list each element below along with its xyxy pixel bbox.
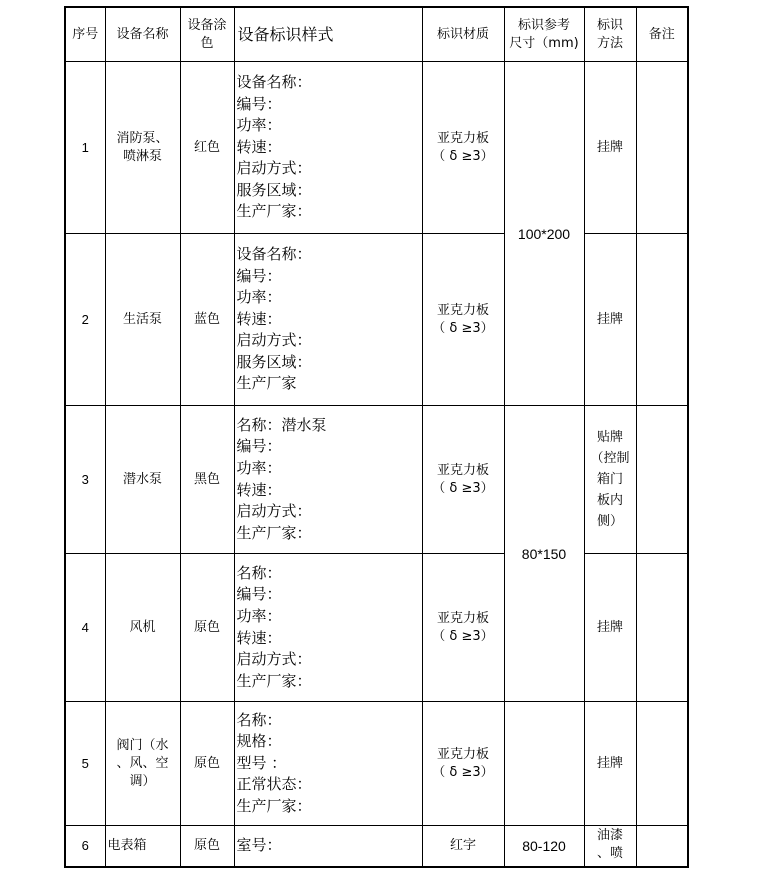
header-method-line: 方法 — [596, 35, 623, 51]
material-line: （ δ ≥3） — [432, 148, 494, 164]
method-clip — [585, 827, 636, 865]
method-line: 贴牌 — [596, 430, 623, 445]
pattern-line: 启动方式： — [236, 650, 312, 669]
pattern-line: 启动方式： — [236, 159, 312, 178]
material-line: 亚克力板 — [436, 746, 489, 762]
header-method-line: 标识 — [596, 17, 623, 33]
name-line: 、风、空 — [116, 755, 169, 771]
pattern-line: 规格： — [236, 732, 282, 751]
name-line: 喷淋泵 — [122, 148, 162, 164]
row-no: 3 — [65, 406, 105, 554]
pattern-line: 转速： — [236, 309, 282, 328]
table-row — [65, 234, 688, 406]
method-line: 板内 — [596, 493, 623, 508]
pattern-line: 转速： — [236, 628, 282, 647]
name-line: 阀门（水 — [116, 737, 169, 753]
material-line: （ δ ≥3） — [432, 764, 494, 780]
equipment-label-table — [64, 6, 687, 866]
method-line: 侧） — [596, 514, 623, 529]
row-method: 挂牌 — [584, 62, 636, 234]
row-remark — [636, 406, 688, 554]
row-size — [504, 702, 584, 826]
pattern-line: 功率： — [236, 458, 282, 477]
pattern-line: 功率： — [236, 606, 282, 625]
row-material — [422, 234, 504, 406]
row-device-name — [105, 62, 180, 234]
row-pattern: 室号： — [234, 826, 422, 868]
pattern-line: 启动方式： — [236, 502, 312, 521]
table-row — [65, 406, 688, 554]
table-row — [65, 702, 688, 826]
pattern-line: 名称：潜水泵 — [236, 415, 327, 434]
pattern-line: 名称： — [236, 563, 282, 582]
pattern-line: 服务区域： — [236, 352, 312, 371]
header-material: 标识材质 — [422, 7, 504, 62]
row-device-name: 电表箱 — [105, 826, 180, 868]
pattern-line: 编号： — [236, 437, 282, 456]
row-device-name — [105, 702, 180, 826]
row-material: 红字 — [422, 826, 504, 868]
row-color: 原色 — [180, 826, 234, 868]
pattern-line: 生产厂家： — [236, 523, 312, 542]
row-remark — [636, 234, 688, 406]
row-pattern — [234, 702, 422, 826]
row-remark — [636, 826, 688, 868]
pattern-line: 正常状态： — [236, 775, 312, 794]
header-no: 序号 — [65, 7, 105, 62]
row-no: 5 — [65, 702, 105, 826]
row-method: 挂牌 — [584, 234, 636, 406]
row-color: 原色 — [180, 702, 234, 826]
pattern-line: 转速： — [236, 137, 282, 156]
pattern-line: 编号： — [236, 585, 282, 604]
row-device-name: 生活泵 — [105, 234, 180, 406]
pattern-line: 启动方式： — [236, 331, 312, 350]
header-paint-color — [180, 7, 234, 62]
header-remark: 备注 — [636, 7, 688, 62]
table-row — [65, 554, 688, 702]
row-material — [422, 554, 504, 702]
material-line: 亚克力板 — [436, 130, 489, 146]
row-method — [584, 406, 636, 554]
row-remark — [636, 62, 688, 234]
row-pattern — [234, 406, 422, 554]
row-remark — [636, 702, 688, 826]
row-color: 红色 — [180, 62, 234, 234]
pattern-line: 生产厂家： — [236, 202, 312, 221]
row-no: 1 — [65, 62, 105, 234]
pattern-line: 转速： — [236, 480, 282, 499]
row-material — [422, 62, 504, 234]
pattern-line: 编号： — [236, 94, 282, 113]
header-size-line: 尺寸（mm) — [509, 35, 579, 51]
pattern-line: 编号： — [236, 266, 282, 285]
row-no: 2 — [65, 234, 105, 406]
row-device-name: 潜水泵 — [105, 406, 180, 554]
row-size: 80-120 — [504, 826, 584, 868]
row-color: 黑色 — [180, 406, 234, 554]
row-pattern — [234, 62, 422, 234]
material-line: （ δ ≥3） — [432, 480, 494, 496]
method-line: （控制 — [590, 451, 630, 466]
material-line: 亚克力板 — [436, 462, 489, 478]
header-paint-color-line: 色 — [200, 35, 214, 51]
pattern-line: 生产厂家： — [236, 671, 312, 690]
row-remark — [636, 554, 688, 702]
row-method: 挂牌 — [584, 554, 636, 702]
pattern-line: 生产厂家： — [236, 796, 312, 815]
row-pattern — [234, 234, 422, 406]
pattern-line: 名称： — [236, 710, 282, 729]
table-row — [65, 62, 688, 234]
pattern-line: 功率： — [236, 288, 282, 307]
header-paint-color-line: 设备涂 — [187, 17, 227, 33]
pattern-line: 功率： — [236, 116, 282, 135]
header-label-pattern: 设备标识样式 — [234, 7, 422, 62]
spec-table — [64, 6, 689, 868]
pattern-line: 生产厂家 — [236, 374, 297, 393]
name-line: 消防泵、 — [116, 130, 169, 146]
row-method — [584, 826, 636, 868]
row-material — [422, 406, 504, 554]
header-size — [504, 7, 584, 62]
row-device-name: 风机 — [105, 554, 180, 702]
name-line: 调） — [129, 773, 156, 789]
method-line: 箱门 — [596, 472, 623, 487]
pattern-line: 型号 ： — [236, 753, 287, 772]
table-row — [65, 826, 688, 868]
size-cell-group2: 80*150 — [504, 406, 584, 702]
material-line: （ δ ≥3） — [432, 628, 494, 644]
row-no: 4 — [65, 554, 105, 702]
pattern-line: 设备名称： — [236, 244, 312, 263]
row-material — [422, 702, 504, 826]
row-no: 6 — [65, 826, 105, 868]
row-color: 原色 — [180, 554, 234, 702]
row-method: 挂牌 — [584, 702, 636, 826]
method-line: 、喷 — [596, 846, 623, 861]
size-cell-group1: 100*200 — [504, 62, 584, 406]
row-pattern — [234, 554, 422, 702]
row-color: 蓝色 — [180, 234, 234, 406]
header-method — [584, 7, 636, 62]
header-row — [65, 7, 688, 62]
material-line: 亚克力板 — [436, 610, 489, 626]
material-line: （ δ ≥3） — [432, 320, 494, 336]
pattern-line: 设备名称： — [236, 72, 312, 91]
material-line: 亚克力板 — [436, 302, 489, 318]
header-size-line: 标识参考 — [517, 17, 570, 33]
header-device-name: 设备名称 — [105, 7, 180, 62]
pattern-line: 服务区域： — [236, 180, 312, 199]
method-line: 油漆 — [596, 828, 623, 843]
